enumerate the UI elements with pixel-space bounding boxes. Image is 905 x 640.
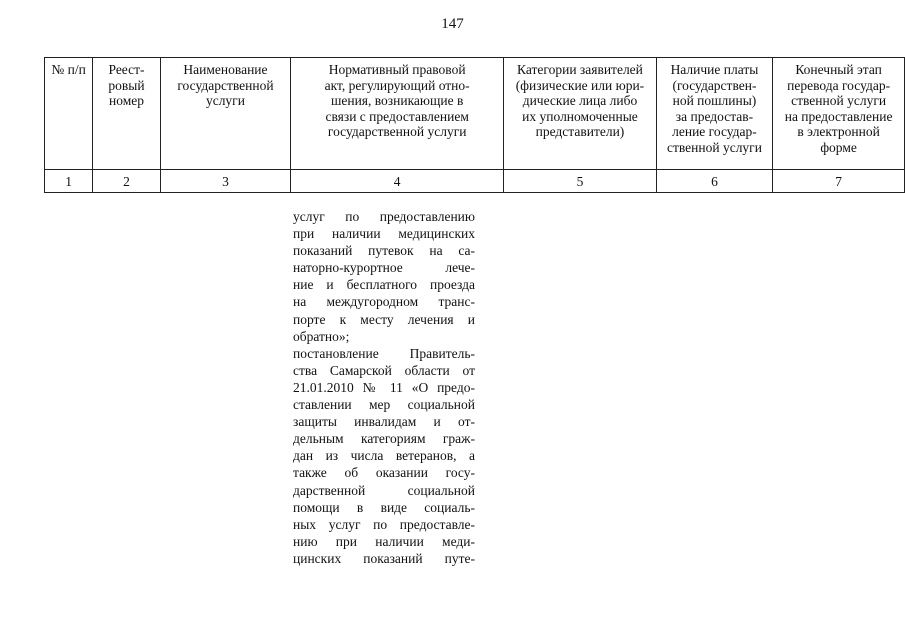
text-line: ства Самарской области от bbox=[293, 362, 475, 378]
text-line: при наличии медицинских bbox=[293, 226, 475, 242]
header-line: перевода государ- bbox=[787, 77, 891, 93]
text-line: 21.01.2010 № 11 «О предо- bbox=[293, 379, 475, 395]
header-cell-service-name bbox=[160, 58, 290, 170]
text-line: дарственной социальной bbox=[293, 482, 475, 498]
header-line: ственной услуги bbox=[791, 93, 887, 108]
header-line: в электронной bbox=[797, 124, 880, 139]
header-line: Наименование bbox=[183, 62, 268, 77]
column-number-cell: 7 bbox=[773, 170, 905, 193]
column-number-row bbox=[45, 170, 905, 193]
column-number-cell: 1 bbox=[45, 170, 93, 193]
column-number-cell: 5 bbox=[504, 170, 657, 193]
header-line: услуги bbox=[205, 93, 245, 108]
text-line: помощи в виде социаль- bbox=[293, 499, 475, 515]
header-line: на предоставление bbox=[784, 108, 893, 124]
text-line: постановление Правитель- bbox=[293, 345, 475, 361]
table-header-row bbox=[45, 58, 905, 170]
header-line: № п/п bbox=[51, 62, 86, 77]
header-line: Наличие платы bbox=[670, 62, 759, 77]
header-line: форме bbox=[820, 139, 857, 155]
text-line: цинских показаний путе- bbox=[293, 550, 475, 566]
header-line: ровый bbox=[108, 77, 145, 93]
header-line: представители) bbox=[535, 124, 625, 139]
column-number-cell: 4 bbox=[291, 170, 504, 193]
header-line: государственной bbox=[177, 77, 274, 93]
header-line: ной пошлины) bbox=[672, 93, 757, 108]
header-cell-legal-act bbox=[291, 58, 504, 170]
header-line: акт, регулирующий отно- bbox=[324, 77, 470, 93]
text-line: защиты инвалидам и от- bbox=[293, 414, 475, 430]
text-line: также об оказании госу- bbox=[293, 465, 475, 481]
page-number: 147 bbox=[441, 16, 464, 32]
text-line: нию при наличии меди- bbox=[293, 533, 475, 549]
header-line: Реест- bbox=[108, 62, 145, 77]
header-cell-fee bbox=[656, 58, 772, 170]
header-line: Конечный этап bbox=[795, 62, 882, 77]
header-line: их уполномоченные bbox=[522, 108, 638, 124]
header-line: государственной услуги bbox=[327, 124, 467, 139]
header-line: шения, возникающие в bbox=[330, 93, 464, 108]
header-line: номер bbox=[109, 93, 145, 108]
header-line: (государствен- bbox=[672, 77, 757, 93]
header-line: дические лица либо bbox=[522, 93, 638, 108]
header-line: ление государ- bbox=[672, 124, 757, 139]
text-line: ние и бесплатного проезда bbox=[293, 277, 475, 293]
header-line: Нормативный правовой bbox=[328, 62, 466, 77]
text-line: обратно»; bbox=[293, 328, 350, 344]
header-line: (физические или юри- bbox=[515, 77, 645, 93]
column-number-cell: 2 bbox=[93, 170, 161, 193]
column-number-cell: 6 bbox=[656, 170, 772, 193]
column-number-cell: 3 bbox=[160, 170, 290, 193]
text-line: дельным категориям граж- bbox=[293, 431, 475, 447]
header-cell-electronic-stage bbox=[773, 58, 905, 170]
text-line: порте к месту лечения и bbox=[293, 311, 475, 327]
legal-act-continuation bbox=[293, 208, 475, 567]
text-line: ставлении мер социальной bbox=[293, 397, 475, 413]
header-line: ственной услуги bbox=[666, 139, 762, 155]
text-line: услуг по предоставлению bbox=[293, 209, 475, 224]
header-line: за предостав- bbox=[675, 108, 754, 124]
text-line: наторно-курортное лече- bbox=[293, 260, 475, 276]
header-cell-applicant-categories bbox=[504, 58, 657, 170]
text-line: дан из числа ветеранов, а bbox=[293, 448, 475, 464]
header-cell-registry-number bbox=[93, 58, 161, 170]
services-register-table bbox=[44, 57, 905, 193]
text-line: показаний путевок на са- bbox=[293, 243, 475, 259]
text-line: на междугородном транс- bbox=[293, 294, 475, 310]
header-cell-number bbox=[45, 58, 93, 170]
header-line: связи с предоставлением bbox=[325, 108, 469, 124]
header-line: Категории заявителей bbox=[517, 62, 643, 77]
text-line: ных услуг по предоставле- bbox=[293, 516, 475, 532]
